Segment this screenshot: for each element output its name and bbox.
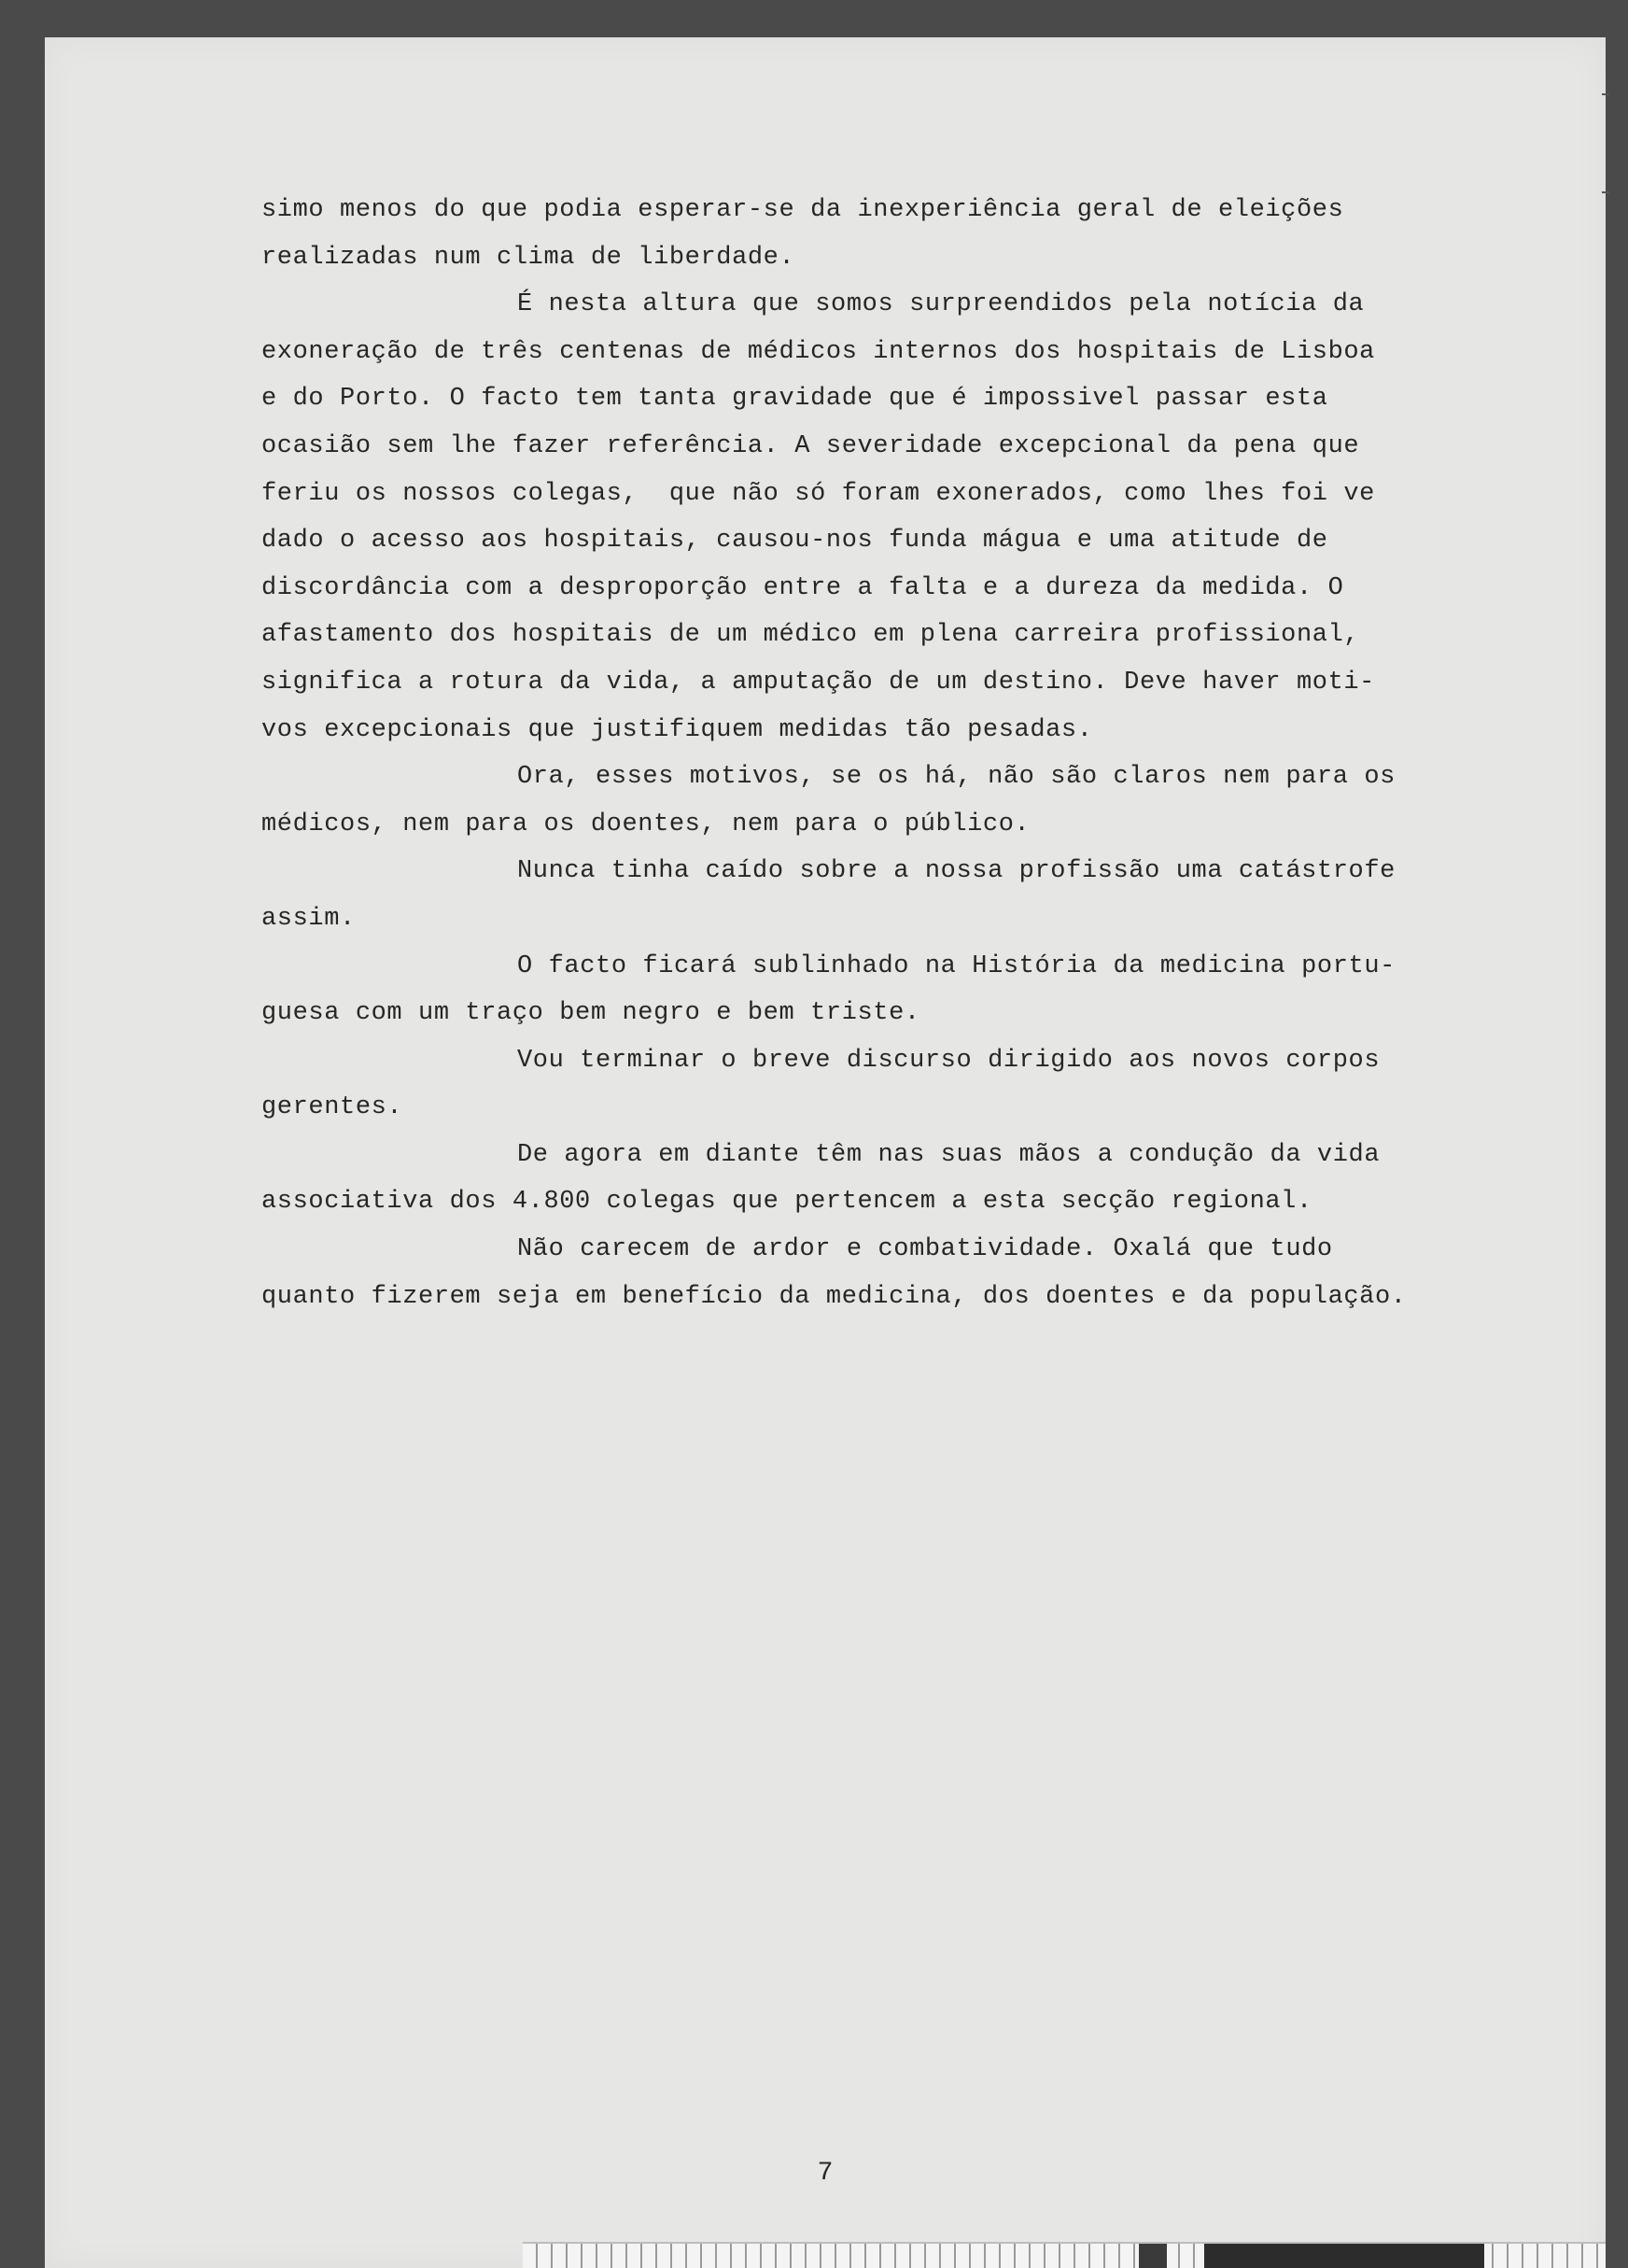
text-line: exoneração de três centenas de médicos internos dos hospitais de Lisboa <box>261 337 1375 366</box>
text-line: ocasião sem lhe fazer referência. A severidade excepcional da pena que <box>261 431 1360 460</box>
scale-ruler-block <box>1204 2244 1484 2268</box>
edge-mark <box>1602 191 1609 193</box>
text-line: afastamento dos hospitais de um médico em plena carreira profissional, <box>261 621 1360 650</box>
text-line: gerentes. <box>261 1093 403 1122</box>
text-line: quanto fizerem seja em benefício da medicina, dos doentes e da população. <box>261 1282 1407 1311</box>
text-line: assim. <box>261 904 356 933</box>
text-line: Vou terminar o breve discurso dirigido aos novos corpos <box>517 1046 1381 1075</box>
text-line: realizadas num clima de liberdade. <box>261 243 795 272</box>
scale-ruler-mark <box>1139 2244 1167 2268</box>
text-line: guesa com um traço bem negro e bem triste. <box>261 999 920 1028</box>
text-line: significa a rotura da vida, a amputação de um destino. Deve haver moti- <box>261 668 1375 697</box>
text-line: Nunca tinha caído sobre a nossa profissão uma catástrofe <box>517 857 1396 886</box>
text-line: feriu os nossos colegas, que não só foram exonerados, como lhes foi ve <box>261 479 1375 508</box>
edge-mark <box>1602 93 1609 95</box>
text-line: Não carecem de ardor e combatividade. Oxalá que tudo <box>517 1235 1333 1264</box>
text-line: discordância com a desproporção entre a falta e a dureza da medida. O <box>261 573 1344 602</box>
text-line: dado o acesso aos hospitais, causou-nos funda mágua e uma atitude de <box>261 527 1328 556</box>
document-page <box>45 37 1606 2268</box>
text-line: vos excepcionais que justifiquem medidas tão pesadas. <box>261 715 1093 744</box>
text-line: simo menos do que podia esperar-se da inexperiência geral de eleições <box>261 196 1344 224</box>
text-line: associativa dos 4.800 colegas que pertencem a esta secção regional. <box>261 1188 1312 1217</box>
text-line: De agora em diante têm nas suas mãos a condução da vida <box>517 1140 1381 1169</box>
text-line: É nesta altura que somos surpreendidos pela notícia da <box>517 290 1365 319</box>
text-line: e do Porto. O facto tem tanta gravidade que é impossivel passar esta <box>261 385 1328 414</box>
body-text <box>261 187 1568 1320</box>
text-line: Ora, esses motivos, se os há, não são claros nem para os <box>517 763 1396 792</box>
page-number: 7 <box>817 2159 834 2188</box>
text-line: médicos, nem para os doentes, nem para o público. <box>261 810 1031 838</box>
text-line: O facto ficará sublinhado na História da medicina portu- <box>517 951 1396 980</box>
